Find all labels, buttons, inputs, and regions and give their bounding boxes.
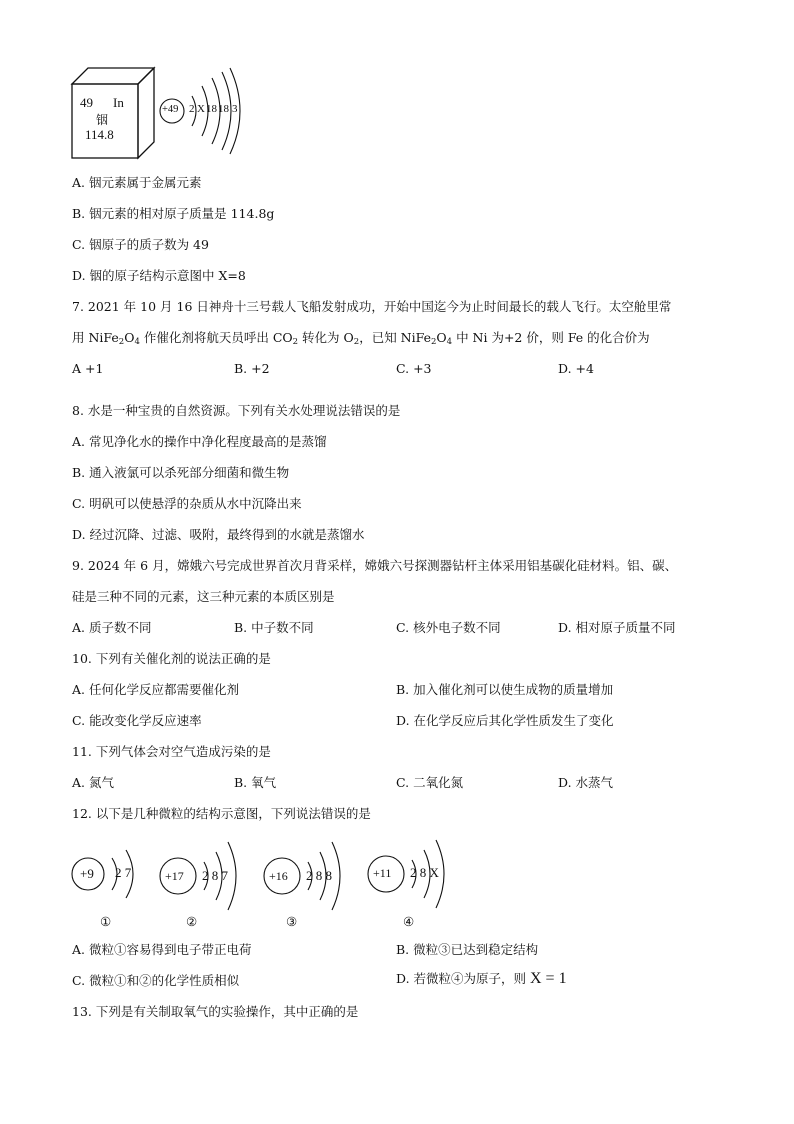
particle-1-label: ① [100,914,112,929]
q6-option-a: A. 铟元素属于金属元素 [72,175,202,190]
q9-option-d: D. 相对原子质量不同 [558,620,676,635]
q6-option-c: C. 铟原子的质子数为 49 [72,237,209,252]
particle-4-shells-text: 2 8 X [410,865,439,880]
element-box-drawing [68,64,158,160]
shell-2: X [197,103,205,115]
q9-stem-line-1: 9. 2024 年 6 月，嫦娥六号完成世界首次月背采样，嫦娥六号探测器钻杆主体采用铝基碳化硅材料。铝、碳、 [72,558,678,573]
indium-nucleus: +49 [162,104,179,115]
q13-stem: 13. 下列是有关制取氧气的实验操作，其中正确的是 [72,1004,359,1019]
q7-option-c: C. +3 [396,361,432,376]
q12-option-a: A. 微粒①容易得到电子带正电荷 [72,942,252,957]
particle-3-label: ③ [286,914,298,929]
q6-option-b: B. 铟元素的相对原子质量是 114.8g [72,206,275,221]
particle-2-nucleus: +17 [165,869,184,883]
q7-option-a: A +1 [72,361,104,376]
shell-1: 2 [189,103,195,115]
particle-1-shells-text: 2 7 [115,865,132,880]
particle-4-label: ④ [403,914,415,929]
q7-stem-line-2: 用 $NiFe_2O_4$ 作催化剂将航天员呼出 $CO_2$ 转化为 $O_2$，已知 $NiFe_2O_4$ 中 Ni 为+2 价，则 Fe 的化合价为 [72,330,650,347]
shell-5: 3 [232,103,238,115]
element-number: 49 [80,95,93,110]
q12-option-c: C. 微粒①和②的化学性质相似 [72,973,240,988]
q11-stem: 11. 下列气体会对空气造成污染的是 [72,744,271,759]
element-name: 铟 [96,113,109,127]
particle-3-nucleus: +16 [269,869,288,883]
q10-stem: 10. 下列有关催化剂的说法正确的是 [72,651,271,666]
q8-stem: 8. 水是一种宝贵的自然资源。下列有关水处理说法错误的是 [72,403,401,418]
q9-option-b: B. 中子数不同 [234,620,314,635]
shell-3: 18 [206,103,217,115]
particle-2-shells-text: 2 8 7 [202,868,228,883]
particle-1-nucleus: +9 [80,866,94,881]
element-mass: 114.8 [85,127,114,142]
q12-option-b: B. 微粒③已达到稳定结构 [396,942,539,957]
q11-option-a: A. 氮气 [72,775,114,790]
q11-option-b: B. 氧气 [234,775,277,790]
q9-stem-line-2: 硅是三种不同的元素，这三种元素的本质区别是 [72,589,335,604]
q11-option-c: C. 二氧化氮 [396,775,464,790]
q7-stem-line-1: 7. 2021 年 10 月 16 日神舟十三号载人飞船发射成功，开始中国迄今为止时间最长的载人飞行。太空舱里常 [72,299,672,314]
particle-3-shells-text: 2 8 8 [306,868,332,883]
q9-option-a: A. 质子数不同 [72,620,152,635]
q12-stem: 12. 以下是几种微粒的结构示意图，下列说法错误的是 [72,806,371,821]
shell-4: 18 [218,103,229,115]
q8-option-b: B. 通入液氯可以杀死部分细菌和微生物 [72,465,290,480]
particle-2-label: ② [186,914,198,929]
q8-option-c: C. 明矾可以使悬浮的杂质从水中沉降出来 [72,496,302,511]
q11-option-d: D. 水蒸气 [558,775,614,790]
q6-option-d: D. 铟的原子结构示意图中 X=8 [72,268,246,283]
q10-option-d: D. 在化学反应后其化学性质发生了变化 [396,713,614,728]
q7-option-b: B. +2 [234,361,270,376]
q8-option-d: D. 经过沉降、过滤、吸附，最终得到的水就是蒸馏水 [72,527,365,542]
element-symbol: In [113,95,124,110]
q10-option-a: A. 任何化学反应都需要催化剂 [72,682,239,697]
q10-option-c: C. 能改变化学反应速率 [72,713,202,728]
q10-option-b: B. 加入催化剂可以使生成物的质量增加 [396,682,614,697]
q8-option-a: A. 常见净化水的操作中净化程度最高的是蒸馏 [72,434,327,449]
particle-4-nucleus: +11 [373,866,392,880]
q12-option-d: D. 若微粒④为原子，则 X = 1 [396,970,567,987]
q9-option-c: C. 核外电子数不同 [396,620,501,635]
q7-option-d: D. +4 [558,361,594,376]
